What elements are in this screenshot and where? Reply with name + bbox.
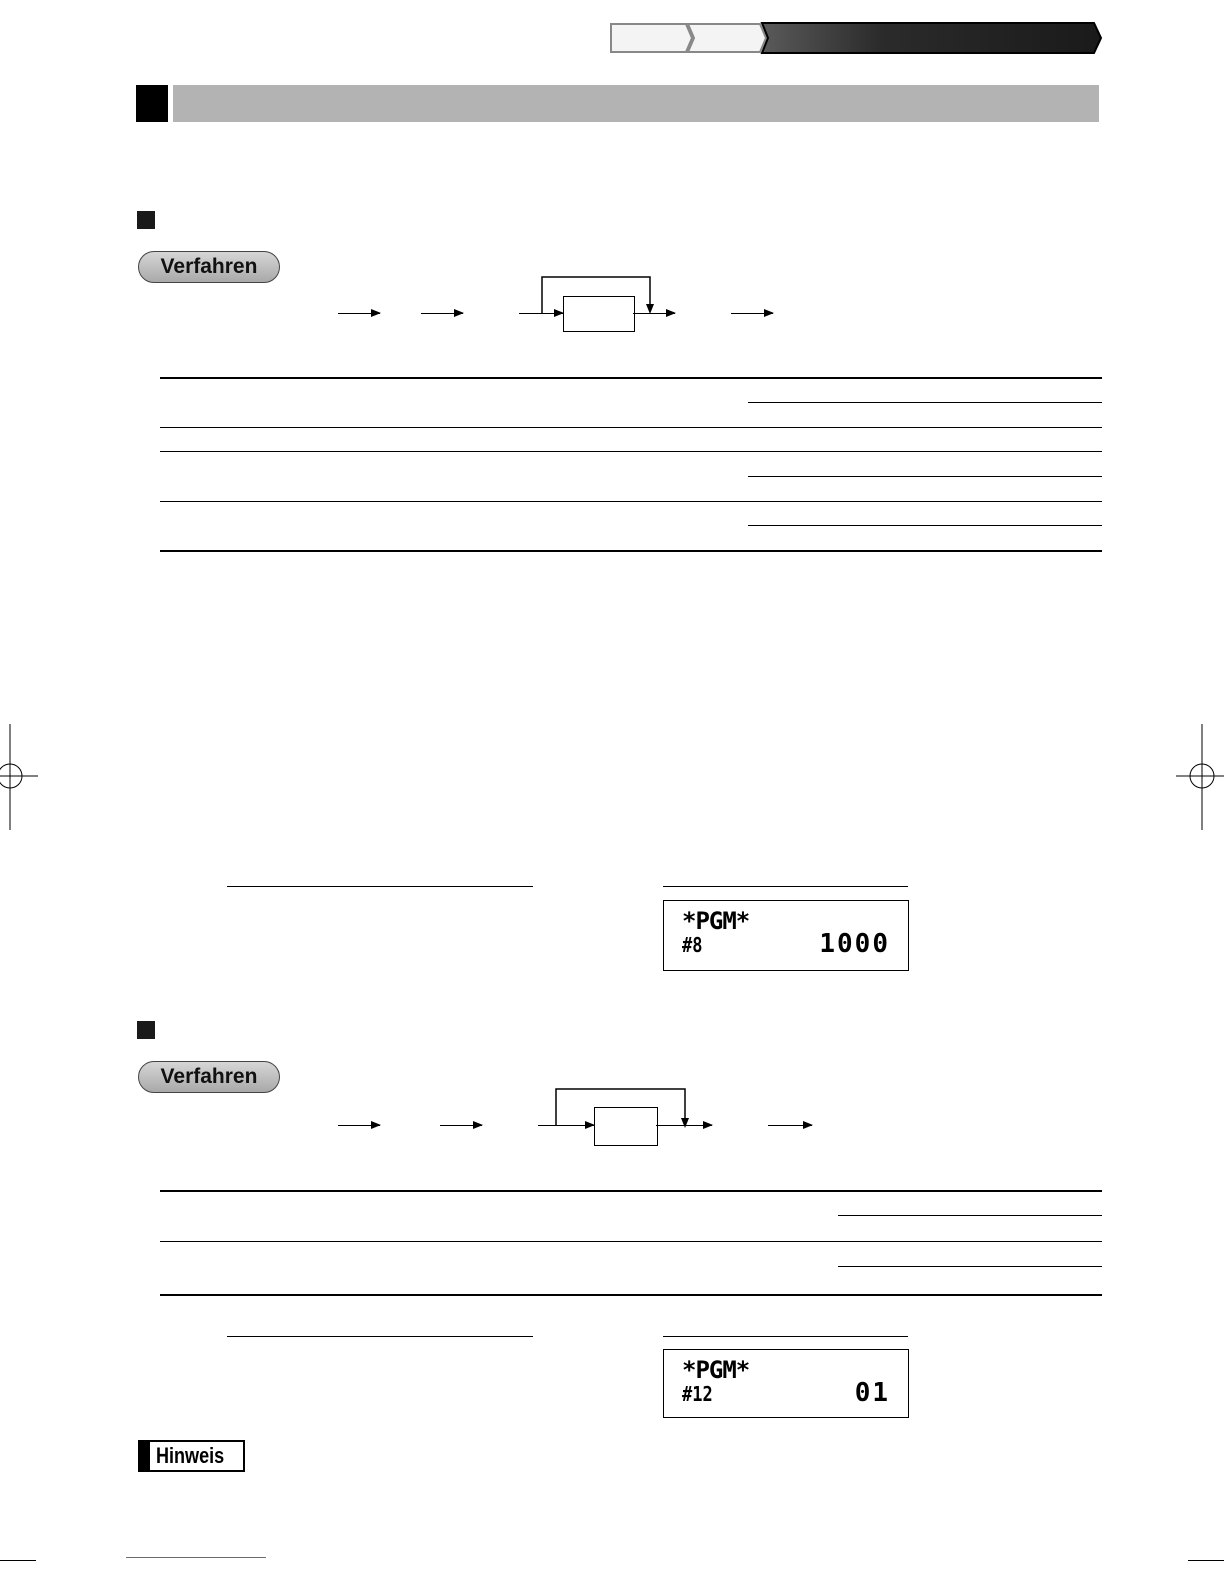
example-display-rule bbox=[663, 886, 908, 887]
lcd-line-1: *PGM* bbox=[682, 907, 750, 935]
example-key-operation-rule bbox=[227, 886, 533, 887]
subsection-bullet bbox=[137, 211, 155, 229]
flow-arrow bbox=[768, 1125, 812, 1126]
lcd-display bbox=[663, 1349, 909, 1418]
flow-arrow bbox=[440, 1125, 482, 1126]
table-rule bbox=[748, 476, 1102, 477]
flow-arrow bbox=[338, 1125, 380, 1126]
section-header-bar bbox=[173, 85, 1099, 122]
registration-mark-right bbox=[1176, 724, 1224, 830]
table-rule bbox=[160, 501, 1102, 502]
note-label bbox=[138, 1440, 245, 1472]
lcd-value: 1000 bbox=[819, 929, 890, 959]
subsection-bullet bbox=[137, 1021, 155, 1039]
flow-arrow bbox=[731, 313, 773, 314]
flow-arrow bbox=[633, 313, 675, 314]
section-number-block bbox=[136, 85, 168, 122]
flow-loop bbox=[536, 272, 660, 316]
table-rule bbox=[160, 1190, 1102, 1192]
lcd-line-1: *PGM* bbox=[682, 1356, 750, 1384]
chapter-nav-tabs bbox=[608, 20, 1104, 56]
table-rule bbox=[838, 1266, 1102, 1267]
flow-arrow bbox=[421, 313, 463, 314]
nav-tab-2 bbox=[688, 24, 766, 52]
procedure-badge: Verfahren bbox=[138, 1061, 280, 1093]
table-rule bbox=[748, 402, 1102, 403]
table-rule bbox=[748, 525, 1102, 526]
example-display-rule bbox=[663, 1336, 908, 1337]
flow-arrow bbox=[656, 1125, 712, 1126]
table-rule bbox=[160, 451, 1102, 452]
example-key-operation-rule bbox=[227, 1336, 533, 1337]
note-label-text: Hinweis bbox=[156, 1443, 225, 1468]
crop-mark bbox=[1188, 1560, 1224, 1561]
procedure-badge: Verfahren bbox=[138, 251, 280, 283]
flow-arrow bbox=[338, 313, 380, 314]
lcd-line-2: #12 bbox=[682, 1382, 713, 1406]
table-rule bbox=[838, 1215, 1102, 1216]
crop-mark bbox=[0, 1560, 36, 1561]
footer-link-line bbox=[126, 1557, 266, 1558]
nav-tab-1 bbox=[611, 24, 692, 52]
lcd-value: 01 bbox=[854, 1378, 890, 1408]
table-rule bbox=[160, 1294, 1102, 1296]
table-rule bbox=[160, 1241, 1102, 1242]
nav-tab-3 bbox=[762, 23, 1101, 53]
registration-mark-left bbox=[0, 724, 40, 830]
table-rule bbox=[160, 377, 1102, 379]
flow-loop bbox=[551, 1084, 693, 1130]
table-rule bbox=[160, 550, 1102, 552]
table-rule bbox=[160, 427, 1102, 428]
lcd-display bbox=[663, 900, 909, 971]
lcd-line-2: #8 bbox=[682, 933, 703, 957]
